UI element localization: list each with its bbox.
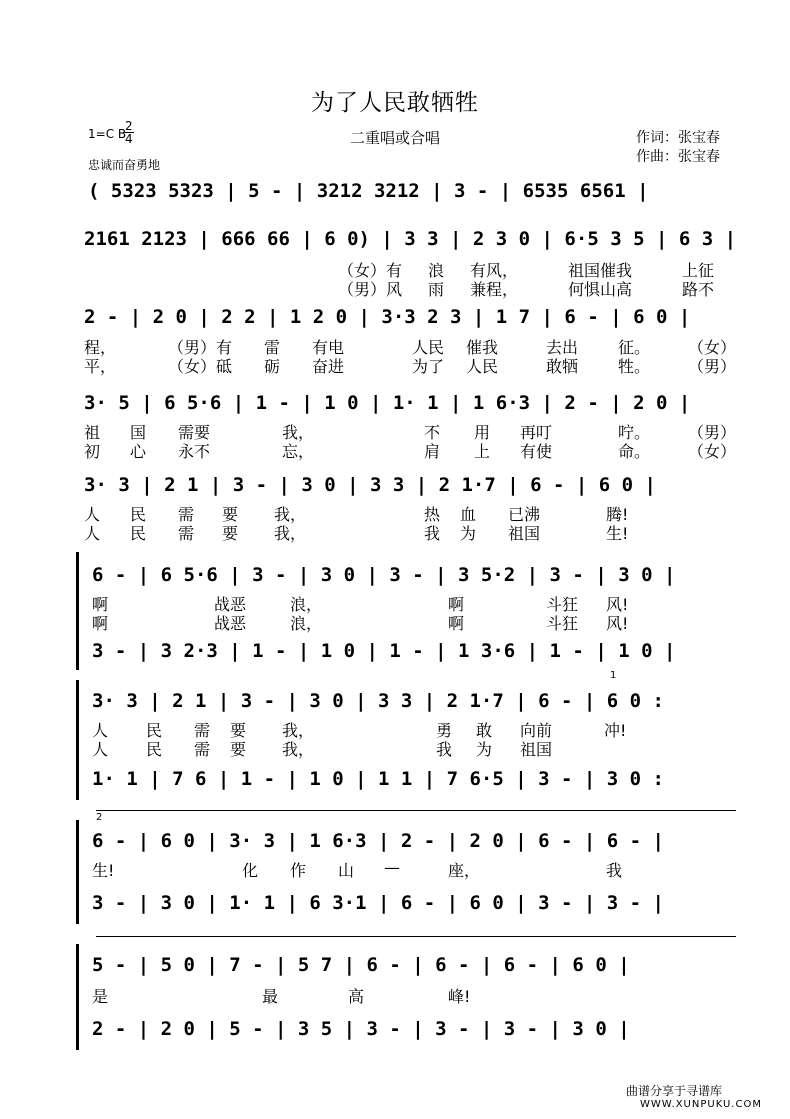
lyric: （女）有 — [338, 261, 403, 280]
lyric: 祖 — [84, 423, 101, 442]
lyric: 敢 — [476, 721, 493, 740]
score-row — [0, 640, 790, 664]
page-title: 为了人民敢牺牲 — [311, 90, 479, 116]
lyric-line — [0, 718, 790, 738]
score-row — [0, 306, 790, 330]
lyric: 兼程， — [470, 280, 519, 299]
lyric: 冲! — [604, 721, 627, 740]
lyric: 需 — [194, 721, 211, 740]
lyric: 山 — [338, 861, 355, 880]
notation: 3· 5 | 6 5·6 | 1 - | 1 0 | 1· 1 | 1 6·3 | 2 - | 2 0 | — [84, 392, 691, 414]
lyric-line — [0, 592, 790, 612]
lyric-line — [0, 354, 790, 374]
lyric: 高 — [348, 987, 365, 1006]
lyric: 要 — [222, 524, 239, 543]
lyric: 要 — [222, 505, 239, 524]
score-row — [0, 892, 790, 916]
lyric: 啊 — [448, 595, 465, 614]
lyric-line — [0, 335, 790, 355]
notation: 5 - | 5 0 | 7 - | 5 7 | 6 - | 6 - | 6 - | 6 0 | — [92, 954, 630, 976]
lyric: 啊 — [448, 614, 465, 633]
lyric-line — [0, 737, 790, 757]
lyric-line — [0, 420, 790, 440]
lyric: 风! — [606, 614, 629, 633]
lyricist-credit: 作词：张宝春 — [636, 130, 720, 146]
lyric: 要 — [230, 740, 247, 759]
lyric: 勇 — [436, 721, 453, 740]
key-signature: 1=C B — [88, 127, 127, 141]
lyric: 有使 — [520, 442, 553, 461]
lyric: 我， — [282, 423, 315, 442]
lyric: 程， — [84, 338, 117, 357]
lyric: 有风， — [470, 261, 519, 280]
lyric: 民 — [130, 524, 147, 543]
lyric: 为 — [460, 524, 477, 543]
lyric: 生! — [92, 861, 115, 880]
lyric-line — [0, 611, 790, 631]
lyric: 作 — [290, 861, 307, 880]
score-row — [0, 228, 790, 252]
lyric: 已沸 — [508, 505, 541, 524]
lyric: 奋进 — [312, 357, 345, 376]
lyric-line — [0, 521, 790, 541]
lyric: 上 — [474, 442, 491, 461]
lyric: 浪， — [290, 614, 323, 633]
lyric: 需要 — [178, 423, 211, 442]
lyric: 咛。 — [618, 423, 651, 442]
lyric: — — [384, 858, 400, 877]
notation: 6 - | 6 5·6 | 3 - | 3 0 | 3 - | 3 5·2 | 3 - | 3 0 | — [92, 564, 676, 586]
lyric: 峰! — [448, 987, 471, 1006]
lyric: 上征 — [682, 261, 715, 280]
lyric: 啊 — [92, 595, 109, 614]
footer-site-url[interactable]: WWW.XUNPUKU.COM — [640, 1099, 762, 1110]
lyric: 用 — [474, 423, 491, 442]
score-row — [0, 830, 790, 854]
subtitle: 二重唱或合唱 — [349, 129, 440, 147]
lyric: 人 — [92, 721, 109, 740]
lyric: 人 — [84, 524, 101, 543]
lyric: 要 — [230, 721, 247, 740]
lyric: 我 — [424, 524, 441, 543]
footer-site-name: 曲谱分享于寻谱库 — [626, 1084, 723, 1098]
score-row — [0, 474, 790, 498]
lyric: （男） — [688, 423, 737, 442]
notation: 3· 3 | 2 1 | 3 - | 3 0 | 3 3 | 2 1·7 | 6 - | 6 0 : — [92, 690, 664, 712]
lyric: 斗狂 — [546, 614, 579, 633]
score-row — [0, 564, 790, 588]
lyric: 人民 — [412, 338, 445, 357]
score-row — [0, 954, 790, 978]
lyric: 祖国 — [508, 524, 541, 543]
score-row — [0, 768, 790, 792]
lyric: 浪， — [290, 595, 323, 614]
lyric: 心 — [130, 442, 147, 461]
lyric: 民 — [130, 505, 147, 524]
lyric: 我， — [274, 524, 307, 543]
notation: 3 - | 3 0 | 1· 1 | 6 3·1 | 6 - | 6 0 | 3 - | 3 - | — [92, 892, 664, 914]
lyric: 敢牺 — [546, 357, 579, 376]
lyric: 平， — [84, 357, 117, 376]
lyric: 再叮 — [520, 423, 553, 442]
lyric: 牲。 — [618, 357, 651, 376]
lyric: 民 — [146, 721, 163, 740]
lyric: 斗狂 — [546, 595, 579, 614]
lyric: 人 — [92, 740, 109, 759]
lyric: 催我 — [466, 338, 499, 357]
lyric: 为 — [476, 740, 493, 759]
time-top: 2 — [125, 119, 133, 133]
lyric: 我， — [282, 740, 315, 759]
lyric: 啊 — [92, 614, 109, 633]
time-bottom: 4 — [125, 132, 133, 146]
lyric-line — [0, 277, 790, 297]
lyric-line — [0, 439, 790, 459]
score-row — [0, 392, 790, 416]
lyric: （男）有 — [168, 338, 233, 357]
lyric: 向前 — [520, 721, 553, 740]
lyric: （女） — [688, 442, 737, 461]
lyric: 祖国 — [520, 740, 553, 759]
lyric: 初 — [84, 442, 101, 461]
lyric: 有电 — [312, 338, 345, 357]
time-signature — [124, 120, 134, 145]
lyric: 浪 — [428, 261, 445, 280]
lyric: （男） — [688, 357, 737, 376]
lyric-line — [0, 984, 790, 1004]
lyric: 肩 — [424, 442, 441, 461]
lyric: 我， — [282, 721, 315, 740]
lyric: 需 — [178, 505, 195, 524]
lyric: 砺 — [264, 357, 281, 376]
lyric: 去出 — [546, 338, 579, 357]
lyric: （女） — [688, 338, 737, 357]
lyric: 是 — [92, 987, 109, 1006]
notation: 3 - | 3 2·3 | 1 - | 1 0 | 1 - | 1 3·6 | 1 - | 1 0 | — [92, 640, 676, 662]
lyric: 国 — [130, 423, 147, 442]
volta-1: 1 — [610, 670, 617, 681]
lyric-line — [0, 258, 790, 278]
lyric: 何惧山高 — [568, 280, 633, 299]
lyric: 需 — [194, 740, 211, 759]
lyric: 人 — [84, 505, 101, 524]
notation: 2161 2123 | 666 66 | 6 0) | 3 3 | 2 3 0 | 6·5 3 5 | 6 3 | — [84, 228, 737, 250]
lyric: 我 — [436, 740, 453, 759]
lyric: 腾! — [606, 505, 629, 524]
lyric: 为了 — [412, 357, 445, 376]
lyric-line — [0, 502, 790, 522]
lyric: 我， — [274, 505, 307, 524]
lyric: 最 — [262, 987, 279, 1006]
score-row — [0, 180, 790, 204]
volta-line — [96, 936, 736, 937]
lyric: 忘， — [282, 442, 315, 461]
notation: 2 - | 2 0 | 5 - | 3 5 | 3 - | 3 - | 3 - | 3 0 | — [92, 1018, 630, 1040]
lyric: 命。 — [618, 442, 651, 461]
lyric: 需 — [178, 524, 195, 543]
notation: 3· 3 | 2 1 | 3 - | 3 0 | 3 3 | 2 1·7 | 6 - | 6 0 | — [84, 474, 656, 496]
lyric: 风! — [606, 595, 629, 614]
notation: 6 - | 6 0 | 3· 3 | 1 6·3 | 2 - | 2 0 | 6 - | 6 - | — [92, 830, 664, 852]
lyric: 化 — [242, 861, 259, 880]
lyric: 雷 — [264, 338, 281, 357]
notation: ( 5323 5323 | 5 - | 3212 3212 | 3 - | 6535 6561 | — [88, 180, 649, 202]
lyric-line — [0, 858, 790, 878]
lyric: 我 — [606, 861, 623, 880]
lyric: 祖国催我 — [568, 261, 633, 280]
composer-credit: 作曲：张宝春 — [636, 149, 720, 165]
notation: 2 - | 2 0 | 2 2 | 1 2 0 | 3·3 2 3 | 1 7 | 6 - | 6 0 | — [84, 306, 691, 328]
lyric: 人民 — [466, 357, 499, 376]
lyric: （男）风 — [338, 280, 403, 299]
lyric: 生! — [606, 524, 629, 543]
lyric: 永不 — [178, 442, 211, 461]
lyric: 不 — [424, 423, 441, 442]
lyric: 热 — [424, 505, 441, 524]
notation: 1· 1 | 7 6 | 1 - | 1 0 | 1 1 | 7 6·5 | 3 - | 3 0 : — [92, 768, 664, 790]
lyric: 路不 — [682, 280, 715, 299]
lyric: 战恶 — [214, 595, 247, 614]
score-row — [0, 690, 790, 714]
lyric: （女）砥 — [168, 357, 233, 376]
lyric: 雨 — [428, 280, 445, 299]
score-row — [0, 1018, 790, 1042]
lyric: 血 — [460, 505, 477, 524]
lyric: 征。 — [618, 338, 651, 357]
volta-line — [96, 810, 736, 811]
lyric: 座， — [448, 861, 481, 880]
lyric: 战恶 — [214, 614, 247, 633]
tempo-marking: 忠诚而奋勇地 — [88, 158, 161, 172]
volta-2: 2 — [96, 812, 103, 823]
lyric: 民 — [146, 740, 163, 759]
